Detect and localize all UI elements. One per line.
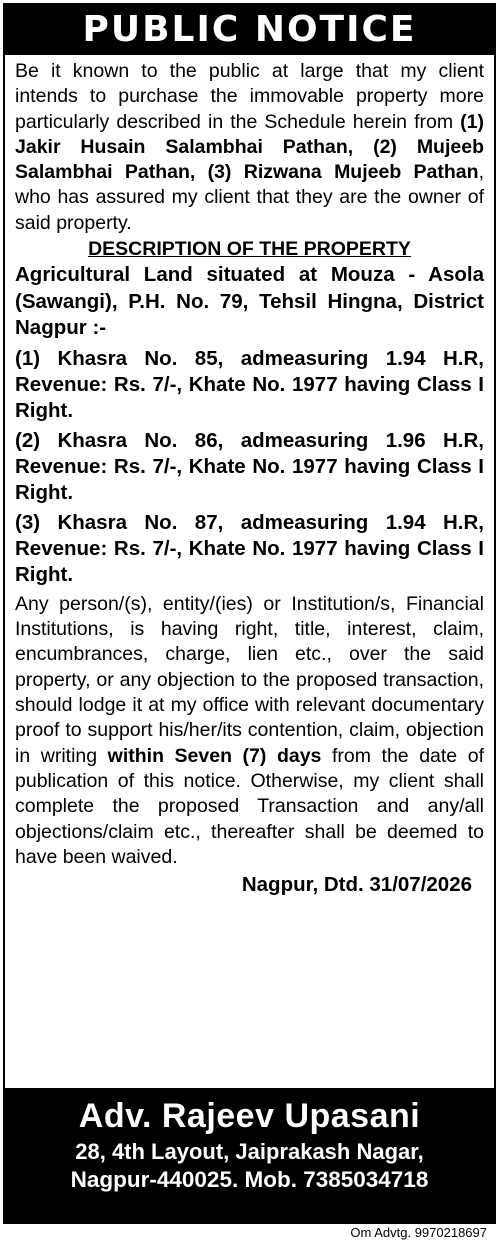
- advocate-footer: [5, 1088, 494, 1222]
- objection-text-2: from the date of publication of this notice. Otherwise, my client shall complete the proposed Transaction and any/all objections/claim etc., thereafter shall be deemed to have been waived.: [15, 744, 484, 868]
- intro-text-2: , who has assured my client that they are the owner of said property.: [15, 161, 484, 234]
- intro-text-1: Be it known to the public at large that my client intends to purchase the immovable property more particularly described in the Schedule herein from: [15, 60, 484, 133]
- advocate-name: Adv. Rajeev Upasani: [78, 1097, 421, 1135]
- description-heading: DESCRIPTION OF THE PROPERTY: [88, 238, 411, 261]
- owner-names: (1) Jakir Husain Salambhai Pathan, (2) Mujeeb Salambhai Pathan, (3) Rizwana Mujeeb Pathan: [15, 110, 484, 184]
- khasra-item: (2) Khasra No. 86, admeasuring 1.96 H.R, Revenue: Rs. 7/-, Khate No. 1977 having Class I Right.: [15, 428, 484, 504]
- notice-body: [5, 55, 494, 897]
- notice-title: PUBLIC NOTICE: [5, 5, 494, 55]
- objection-paragraph: [15, 592, 484, 870]
- khasra-item: (1) Khasra No. 85, admeasuring 1.94 H.R, Revenue: Rs. 7/-, Khate No. 1977 having Class I Right.: [15, 346, 484, 422]
- advocate-address-line2: Nagpur-440025. Mob. 7385034718: [70, 1167, 429, 1192]
- khasra-item: (3) Khasra No. 87, admeasuring 1.94 H.R, Revenue: Rs. 7/-, Khate No. 1977 having Class I Right.: [15, 510, 484, 586]
- place-date: Nagpur, Dtd. 31/07/2026: [241, 873, 472, 897]
- agency-credit: Om Advtg. 9970218697: [350, 1225, 487, 1240]
- intro-paragraph: [15, 59, 484, 236]
- public-notice: [3, 3, 496, 1224]
- advocate-address-line1: 28, 4th Layout, Jaiprakash Nagar,: [75, 1139, 424, 1164]
- land-description: Agricultural Land situated at Mouza - Asola (Sawangi), P.H. No. 79, Tehsil Hingna, District Nagpur :-: [15, 263, 484, 340]
- objection-text-1: Any person/(s), entity/(ies) or Institution/s, Financial Institutions, is having right, title, interest, claim, encumbrances, charge, lien etc., over the said property, or any objection to the proposed transaction, should lodge it at my office with relevant documentary proof to support his/her/its contention, claim, objection in writing: [15, 592, 484, 767]
- objection-deadline: within Seven (7) days: [107, 744, 322, 767]
